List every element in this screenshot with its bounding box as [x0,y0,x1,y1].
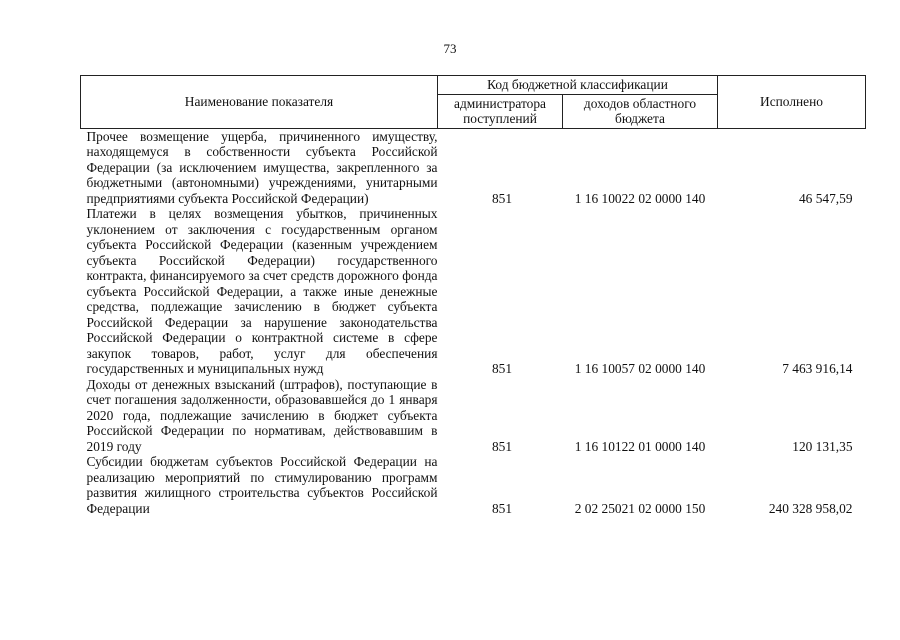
row-name-text: Платежи в целях возмещения убытков, причиненных уклонением от заключения с государственным органом субъекта Российской Федерации (казенным учреждением субъекта Российской Федерации) государственного контракта, финансируемого за счет средств дорожного фонда субъекта Российской Федерации, а также иные денежные средства, подлежащие зачислению в бюджет субъекта Российской Федерации за нарушение законодательства Российской Федерации о контрактной системе в сфере закупок товаров, работ, услуг для обеспечения государственных и муниципальных нужд [86,206,438,376]
header-income-line2: бюджета [615,111,665,126]
row-income-code: 1 16 10022 02 0000 140 [574,190,706,206]
row-name-text: Доходы от денежных взысканий (штрафов), поступающие в счет погашения задолженности, образовавшейся до 1 января 2020 года, подлежащие зачислению в бюджет субъекта Российской Федерации по нормативам, действовавшим в 2019 году [86,376,438,454]
row-income-code: 1 16 10057 02 0000 140 [574,361,706,376]
table-row [81,206,866,377]
table-row [81,377,866,455]
table-row [81,454,866,516]
row-admin-code: 851 [491,190,513,206]
row-income-code: 2 02 25021 02 0000 150 [574,500,706,516]
row-admin-code: 851 [491,438,513,454]
row-name [81,128,438,206]
page-number: 73 [443,41,457,56]
header-income [563,94,718,128]
table-row [81,128,866,206]
row-amount: 240 328 958,02 [768,500,853,516]
budget-table [80,75,866,516]
row-name [81,377,438,455]
row-admin-code: 851 [491,361,513,376]
header-income-line1: доходов областного [583,95,697,111]
row-amount: 120 131,35 [792,438,853,454]
row-amount: 7 463 916,14 [782,361,853,376]
header-name: Наименование показателя [81,76,438,129]
row-income-code: 1 16 10122 01 0000 140 [574,438,706,454]
header-admin-line2: поступлений [463,111,537,126]
table-body [81,128,866,516]
row-name-text: Субсидии бюджетам субъектов Российской Федерации на реализацию мероприятий по стимулированию программ развития жилищного строительства субъектов Российской Федерации [86,454,438,516]
row-name [81,454,438,516]
row-amount: 46 547,59 [798,190,853,206]
header-row-1 [81,76,866,95]
row-admin-code: 851 [491,500,513,516]
header-executed: Исполнено [718,76,866,129]
row-name [81,206,438,377]
table-header [81,76,866,129]
header-admin [438,94,563,128]
header-admin-line1: администратора [454,95,546,111]
row-name-text: Прочее возмещение ущерба, причиненного имуществу, находящемуся в собственности субъекта Российской Федерации (за исключением имущества, закрепленного за бюджетными (автономными) учреждениями, унитарными предприятиями субъекта Российской Федерации) [86,128,438,206]
header-budget-classification: Код бюджетной классификации [438,76,718,95]
